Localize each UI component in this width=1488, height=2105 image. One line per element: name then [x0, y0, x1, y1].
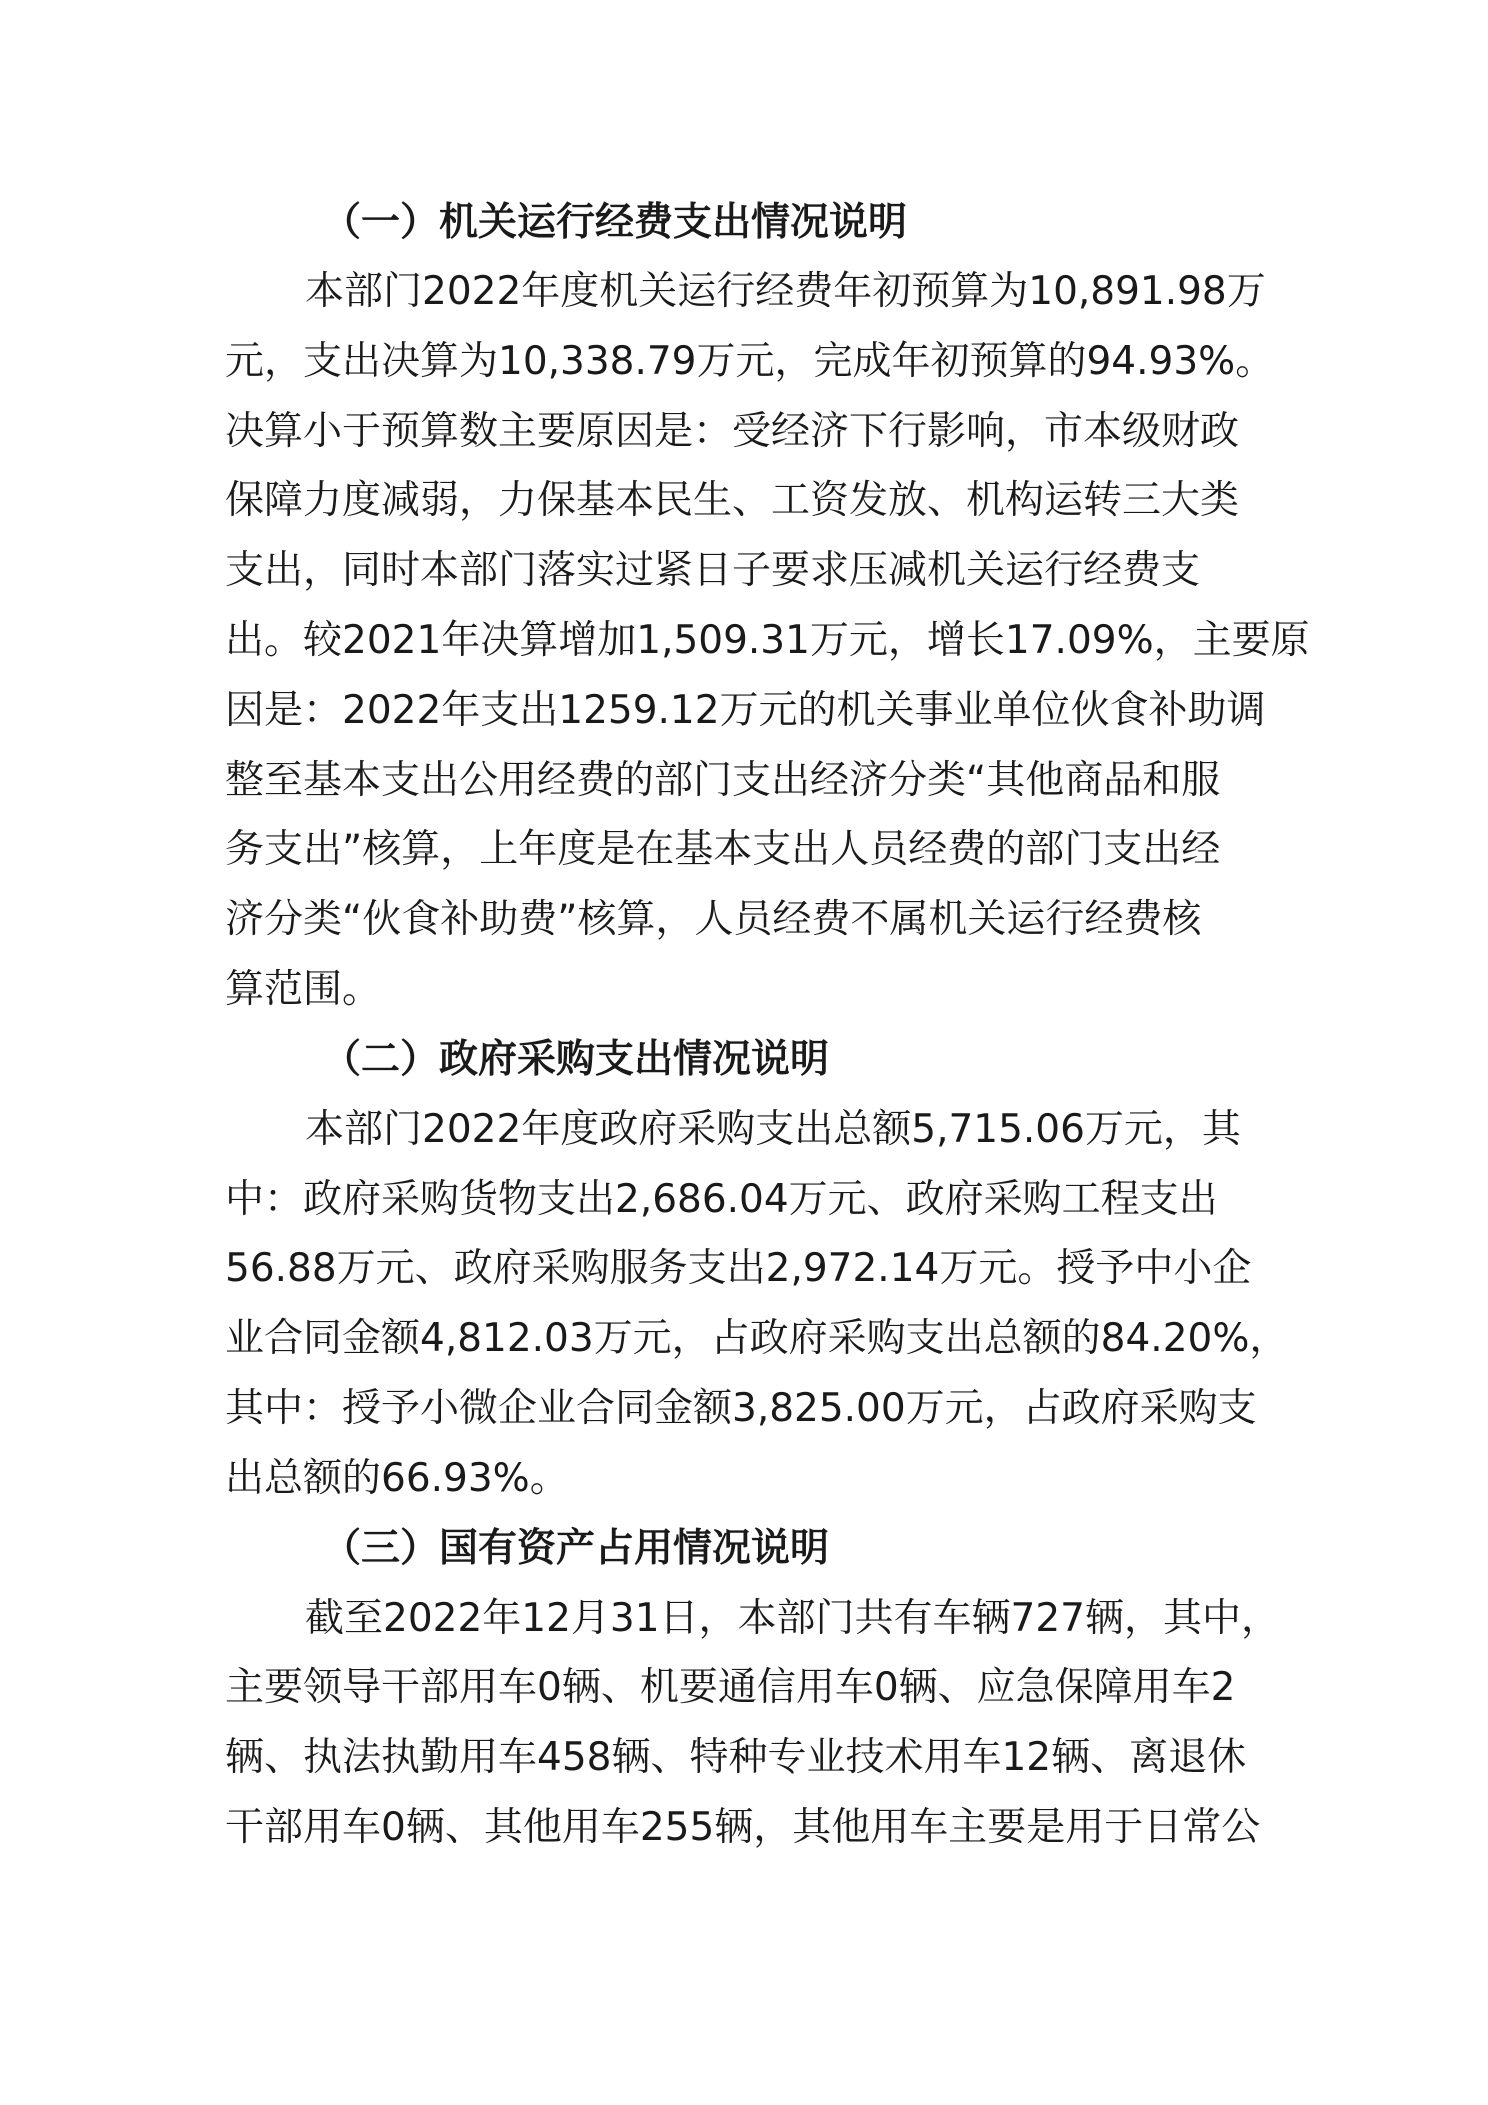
- paragraph-line: 出。较2021年决算增加1,509.31万元，增长17.09%，主要原: [225, 618, 1310, 663]
- paragraph-line: 辆、执法执勤用车458辆、特种专业技术用车12辆、离退休: [225, 1735, 1247, 1780]
- paragraph-line: 主要领导干部用车0辆、机要通信用车0辆、应急保障用车2: [225, 1665, 1236, 1710]
- section-heading-1: （一）机关运行经费支出情况说明: [322, 200, 908, 245]
- section-heading-2: （二）政府采购支出情况说明: [322, 1037, 830, 1082]
- paragraph-line: 截至2022年12月31日，本部门共有车辆727辆，其中，: [305, 1596, 1280, 1641]
- paragraph-line: 本部门2022年度政府采购支出总额5,715.06万元，其: [305, 1107, 1241, 1152]
- paragraph-line: 支出，同时本部门落实过紧日子要求压减机关运行经费支: [225, 548, 1201, 593]
- paragraph-line: 算范围。: [225, 967, 382, 1012]
- paragraph-line: 其中：授予小微企业合同金额3,825.00万元，占政府采购支: [225, 1386, 1257, 1431]
- paragraph-line: 保障力度减弱，力保基本民生、工资发放、机构运转三大类: [225, 478, 1240, 523]
- paragraph-line: 本部门2022年度机关运行经费年初预算为10,891.98万: [305, 269, 1266, 314]
- paragraph-line: 决算小于预算数主要原因是：受经济下行影响，市本级财政: [225, 409, 1240, 454]
- paragraph-line: 业合同金额4,812.03万元，占政府采购支出总额的84.20%，: [225, 1316, 1289, 1361]
- paragraph-line: 济分类“伙食补助费”核算，人员经费不属机关运行经费核: [225, 897, 1202, 942]
- paragraph-line: 务支出”核算，上年度是在基本支出人员经费的部门支出经: [225, 827, 1221, 872]
- section-heading-3: （三）国有资产占用情况说明: [322, 1526, 830, 1571]
- paragraph-line: 干部用车0辆、其他用车255辆，其他用车主要是用于日常公: [225, 1805, 1261, 1850]
- paragraph-line: 中：政府采购货物支出2,686.04万元、政府采购工程支出: [225, 1177, 1218, 1222]
- paragraph-line: 出总额的66.93%。: [225, 1456, 569, 1501]
- paragraph-line: 元，支出决算为10,338.79万元，完成年初预算的94.93%。: [225, 339, 1275, 384]
- paragraph-line: 因是：2022年支出1259.12万元的机关事业单位伙食补助调: [225, 688, 1266, 733]
- paragraph-line: 56.88万元、政府采购服务支出2,972.14万元。授予中小企: [225, 1246, 1252, 1291]
- paragraph-line: 整至基本支出公用经费的部门支出经济分类“其他商品和服: [225, 758, 1221, 803]
